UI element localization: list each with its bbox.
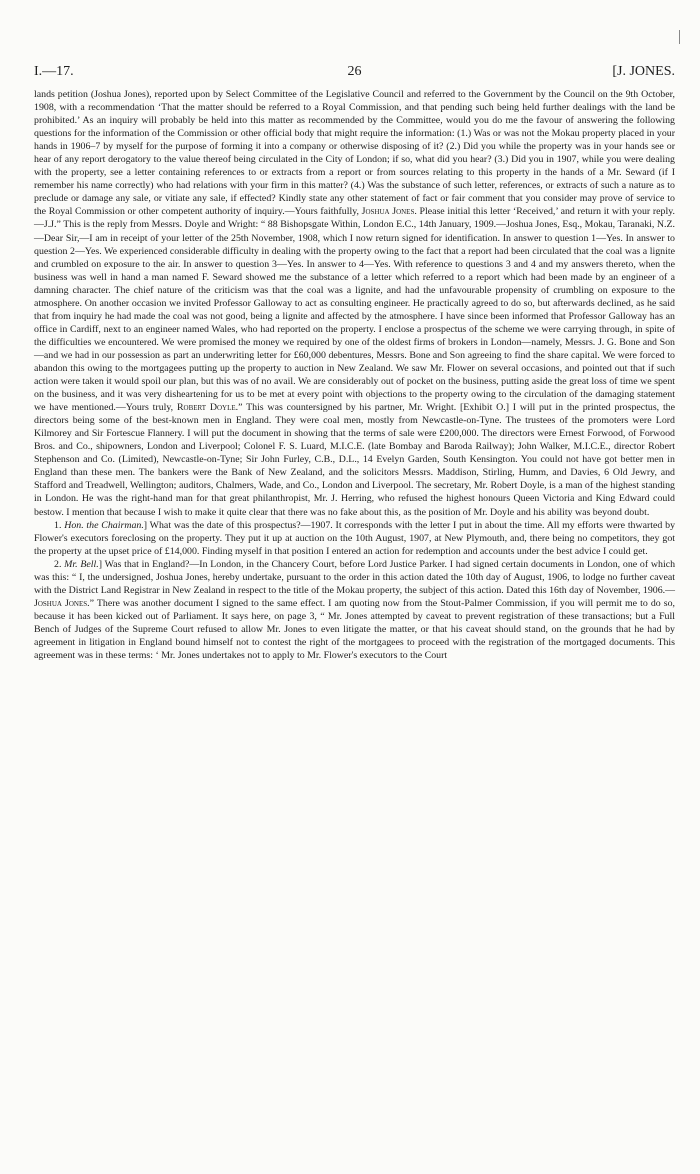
- paragraph-text: 2.: [54, 558, 65, 570]
- paragraph: [34, 519, 675, 558]
- page-header: [34, 64, 675, 84]
- paragraph-text: Robert Doyle: [176, 402, 236, 414]
- paragraph: [34, 88, 675, 519]
- paragraph-text: Mr. Bell.: [64, 558, 99, 570]
- paragraph: [34, 558, 675, 662]
- paragraph-text: .” There was another document I signed to the same effect. I am quoting now from the Stout-Palmer Commission, if you will permit me to do so, because it has been kicked out of Parliament. It says here, on page 3, “ Mr. Jones attempted by caveat to prevent registration of these transactions; but a Full Bench of Judges of the Supreme Court refused to allow Mr. Jones to even litigate the matter, or that his caveat should stand, on the grounds that he had by agreement in litigation in England bound himself not to contest the right of the mortgagees to proceed with the registration of the mortgaged documents. This agreement was in these terms: ‘ Mr. Jones undertakes not to apply to Mr. Flower's executors to the Court: [34, 597, 675, 662]
- paragraph-text: ] Was that in England?—In London, in the Chancery Court, before Lord Justice Parker. I had signed certain documents in London, one of which was this: “ I, the undersigned, Joshua Jones, hereby undertake, pursuant to the order in this action dated the 10th day of August, 1906, to lodge no further caveat with the District Land Registrar in New Zealand in respect to the title of the Mokau property, the subject of this action. Dated this 16th day of November, 1906.—: [34, 558, 676, 596]
- paragraph-text: lands petition (Joshua Jones), reported upon by Select Committee of the Legislative Council and referred to the Government by the Council on the 9th October, 1908, with a recommendation ‘That the matter should be referred to a Royal Commission, and that pending such being held further dealings with the land be prohibited.’ As an inquiry will probably be held into this matter as recommended by the Committee, would you do me the favour of answering the following questions for the information of the Commission or other official body that might require the information: (1.) Was or was not the Mokau property placed in your hands in 1906–7 by myself for the purpose of forming it into a company or otherwise disposing of it? (2.) Did you while the property was in your hands see or hear of any report derogatory to the value thereof being circulated in the City of London; if so, what did you hear? (3.) Did you in 1907, while you were dealing with the property, see a letter containing references to or extracts from a report or from sources relating to this property in the hands of a Mr. Seward (if I remember his name correctly) who had relations with your firm in this matter? (4.) Was the substance of such letter, references, or extracts of such a nature as to preclude or damage any sale, or vitiate any sale, if effected? Kindly state any other statement of fact or fair comment that you consider may prove of service to the Royal Commission or other competent authority of inquiry.—Yours faithfully,: [34, 89, 675, 218]
- header-page-number: 26: [347, 64, 362, 79]
- paragraph-text: ] What was the date of this prospectus?—1907. It corresponds with the letter I put in about the time. All my efforts were thwarted by Flower's executors foreclosing on the property. They put it up at auction on the 10th August, 1907, at New Plymouth, and, there being no competitors, they got the property at the upset price of £14,000. Finding myself in that position I entered an action for redemption and accounts under the best advice I could get.: [34, 519, 676, 557]
- paragraph-text: 1.: [54, 519, 65, 531]
- paragraph-text: Joshua Jones: [361, 206, 415, 218]
- margin-mark: [679, 30, 686, 44]
- header-paper-number: I.—17.: [34, 64, 74, 79]
- document-page: [34, 64, 675, 662]
- document-body: [34, 88, 675, 662]
- paragraph-text: .” This was countersigned by his partner, Mr. Wright. [Exhibit O.] I will put in the printed prospectus, the directors being some of the best-known men in England. They were coal men, mostly from Newcastle-on-Tyne. The trustees of the promoters were Lord Kilmorey and Sir Fortescue Flannery. I will put the document in showing that the terms of sale were £200,000. The directors were Ernest Forwood, of Forwood Bros. and Co., shipowners, London and Liverpool; Colonel F. S. Luard, M.I.C.E. (late Bombay and Baroda Railway); John Walker, M.I.C.E., director Robert Stephenson and Co. (Limited), Newcastle-on-Tyne; Sir John Furley, C.B., D.L., 14 Evelyn Garden, South Kensington. You could not have got better men in England than these men. The bankers were the Bank of New Zealand, and the solicitors Messrs. Maddison, Stirling, Humm, and Davies, 6 Old Jewry, and Stafford and Treadwell, Wellington; auditors, Chalmers, Wade, and Co., London and Liverpool. The secretary, Mr. Robert Doyle, is a man of the highest standing in London. He was the right-hand man for that great philanthropist, Mr. J. Herring, who refused the highest honours Queen Victoria and King Edward could bestow. I mention that because I wish to make it quite clear that there was no fake about this, as the position of Mr. Doyle and his ability was beyond doubt.: [34, 402, 676, 518]
- paragraph-text: Joshua Jones: [34, 597, 88, 609]
- paragraph-text: Hon. the Chairman.: [64, 519, 144, 531]
- header-witness-name: [J. JONES.: [612, 64, 675, 79]
- paragraph-text: . Please initial this letter ‘Received,’ and return it with your reply.—J.J.” This is the reply from Messrs. Doyle and Wright: “ 88 Bishopsgate Within, London E.C., 14th January, 1909.—Joshua Jones, Esq., Mokau, Taranaki, N.Z.—Dear Sir,—I am in receipt of your letter of the 25th November, 1908, which I now return signed for identification. In answer to question 1—Yes. In answer to question 2—Yes. We experienced considerable difficulty in dealing with the property owing to the fact that a report had been circulated that the coal was a lignite and crumbled on exposure to the air. In answer to question 3—Yes. In answer to 4—Yes. With reference to questions 3 and 4 and my answers thereto, when the business was well in hand a man named F. Seward showed me the substance of a letter which referred to a report which had been made by an engineer of a damning character. The chief nature of the criticism was that the coal was a lignite, and had the unfavourable propensity of crumbling on exposure to the atmosphere. On another occasion we invited Professor Galloway to act as consulting engineer. He practically agreed to do so, but afterwards declined, as he said that from inquiry he had made the coal was not good, being a lignite and affected by the atmosphere. I have since been informed that Professor Galloway has an office in Cardiff, next to an engineer named Wales, who had reported on the property. I enclose a prospectus of the scheme we were carrying through, in spite of the difficulties we encountered. We were promised the money we required by one of the oldest firms of brokers in London—namely, Messrs. J. G. Bone and Son—and we had in our possession as part an underwriting letter for £60,000 debentures, Messrs. Bone and Son agreeing to find the share capital. We were forced to abandon this owing to the mortgagees putting up the property to auction in New Zealand. We saw Mr. Flower on several occasions, and pointed out that if such action were taken it would spoil our plan, but this was of no avail. We are considerably out of pocket on the business, putting aside the great loss of time we spent on the business, and it was very disheartening for us to be met at every point with objections to the property owing to the circulation of the damaging statement we have mentioned.—Yours truly,: [34, 206, 675, 414]
